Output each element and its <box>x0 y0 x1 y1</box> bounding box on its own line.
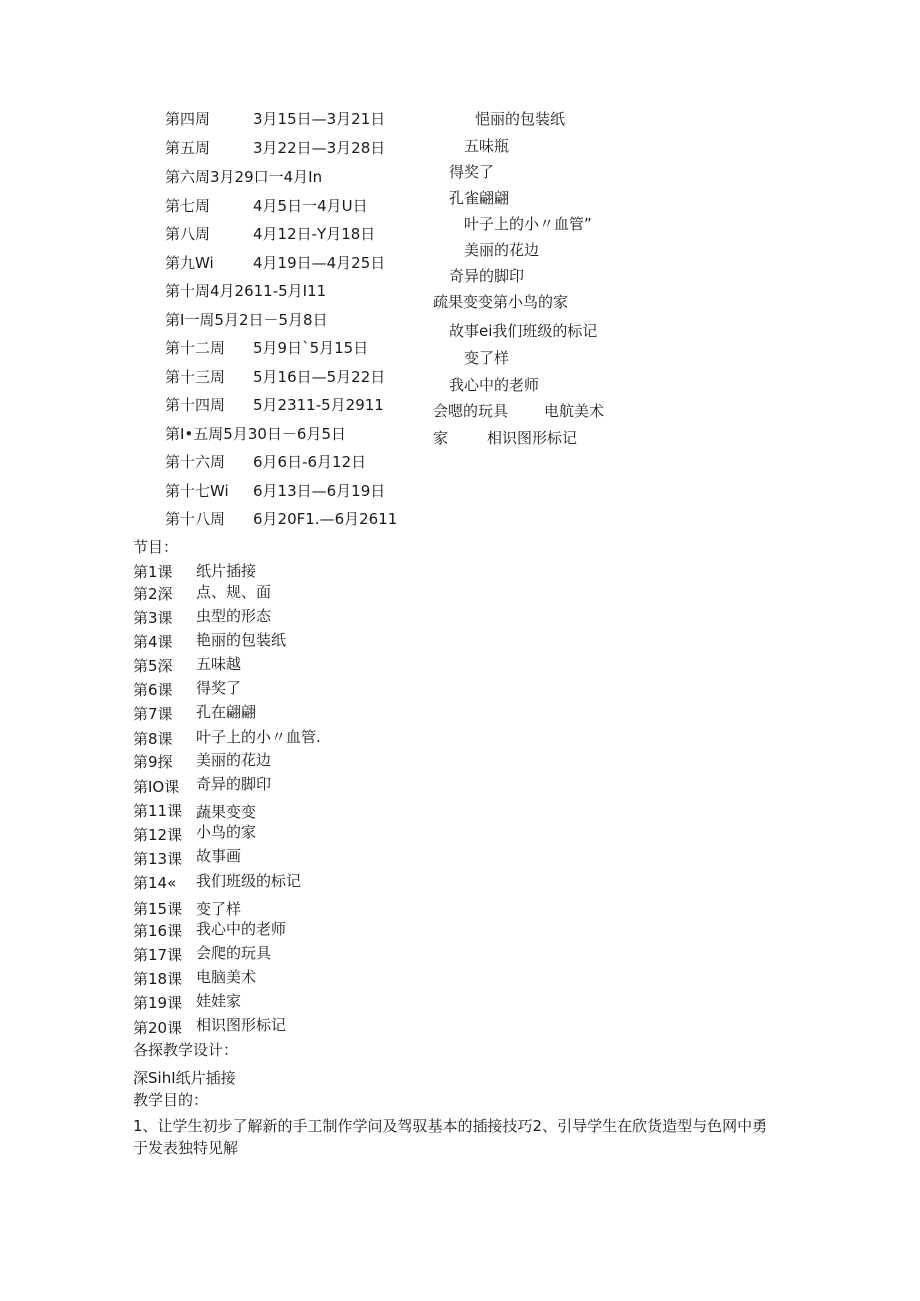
lesson-number: 第12课 <box>133 826 183 844</box>
lesson-title: 叶子上的小〃血管. <box>196 728 321 746</box>
goal-heading: 教学目的： <box>133 1091 209 1109</box>
lesson-title: 我们班级的标记 <box>196 872 302 890</box>
toc-heading: 节目： <box>133 538 179 556</box>
lesson-number: 第2深 <box>133 585 173 603</box>
right-item: 奇异的脚印 <box>449 267 525 285</box>
week-range: 5月16日—5月22日 <box>253 368 386 386</box>
right-item: 五味瓶 <box>464 137 510 155</box>
right-item: 家 <box>433 429 449 447</box>
week-line: 第十周4月2611-5月I11 <box>165 282 327 300</box>
week-range: 3月15日—3月21日 <box>253 110 386 128</box>
week-range: 5月9日`5月15日 <box>253 339 369 357</box>
week-name: 第十八周 <box>165 510 226 528</box>
week-range: 6月20F1.—6月2611 <box>253 510 398 528</box>
lesson-number: 第6课 <box>133 681 173 699</box>
right-item: 相识图形标记 <box>487 429 578 447</box>
lesson-number: 第11课 <box>133 802 183 820</box>
week-range: 4月12日-Y月18日 <box>253 225 376 243</box>
right-item: 我心中的老师 <box>449 376 540 394</box>
lesson-number: 第9探 <box>133 753 173 771</box>
week-range: 5月2311-5月2911 <box>253 396 384 414</box>
lesson-title: 蔬果变变 <box>196 803 257 821</box>
lesson-title: 纸片插接 <box>196 562 257 580</box>
right-item: 电航美术 <box>544 402 605 420</box>
lesson-title: 点、规、面 <box>196 583 272 601</box>
lesson-number: 第20课 <box>133 1019 183 1037</box>
section-heading: 各探教学设计： <box>133 1041 239 1059</box>
lesson-title: 娃娃家 <box>196 992 242 1010</box>
lesson-title: 我心中的老师 <box>196 920 287 938</box>
lesson-number: 第8课 <box>133 730 173 748</box>
week-range: 4月19日—4月25日 <box>253 254 386 272</box>
lesson-number: 第15课 <box>133 900 183 918</box>
lesson-number: 第4课 <box>133 633 173 651</box>
lesson-title: 奇异的脚印 <box>196 775 272 793</box>
lesson-title: 电脑美术 <box>196 968 257 986</box>
right-item: 悒丽的包装纸 <box>475 110 566 128</box>
week-name: 第十六周 <box>165 453 226 471</box>
right-item: 孔雀翩翩 <box>449 189 510 207</box>
lesson-heading: 深SihI纸片插接 <box>133 1069 236 1087</box>
lesson-title: 虫型的形态 <box>196 607 272 625</box>
right-item: 变了样 <box>464 349 510 367</box>
lesson-title: 相识图形标记 <box>196 1016 287 1034</box>
lesson-number: 第18课 <box>133 970 183 988</box>
right-item: 美丽的花边 <box>464 241 540 259</box>
lesson-number: 第5深 <box>133 657 173 675</box>
week-name: 第七周 <box>165 197 211 215</box>
lesson-number: 第16课 <box>133 922 183 940</box>
week-range: 6月6日-6月12日 <box>253 453 367 471</box>
lesson-number: 第14« <box>133 874 177 892</box>
lesson-number: 第3课 <box>133 609 173 627</box>
lesson-number: 第19课 <box>133 994 183 1012</box>
week-line: 第I•五周5月30日－6月5日 <box>165 425 346 443</box>
lesson-title: 故事画 <box>196 847 242 865</box>
week-name: 第八周 <box>165 225 211 243</box>
lesson-title: 五味越 <box>196 655 242 673</box>
week-range: 4月5日一4月U日 <box>253 197 368 215</box>
week-range: 3月22日—3月28日 <box>253 139 386 157</box>
lesson-title: 孔在翩翩 <box>196 703 257 721</box>
week-name: 第十三周 <box>165 368 226 386</box>
week-name: 第四周 <box>165 110 211 128</box>
lesson-number: 第17课 <box>133 946 183 964</box>
lesson-number: 第13课 <box>133 850 183 868</box>
lesson-number: 第7课 <box>133 705 173 723</box>
right-item: 叶子上的小〃血管” <box>464 215 592 233</box>
week-name: 第九Wi <box>165 254 214 272</box>
lesson-title: 美丽的花边 <box>196 751 272 769</box>
week-line: 第I一周5月2日－5月8日 <box>165 311 328 329</box>
right-item: 疏果变变第小鸟的家 <box>433 293 569 311</box>
lesson-title: 小鸟的家 <box>196 823 257 841</box>
week-name: 第十二周 <box>165 339 226 357</box>
lesson-title: 得奖了 <box>196 679 242 697</box>
lesson-number: 第1课 <box>133 563 173 581</box>
goal-text-line: 于发表独特见解 <box>133 1139 239 1157</box>
week-range: 6月13日—6月19日 <box>253 482 386 500</box>
lesson-title: 艳丽的包装纸 <box>196 631 287 649</box>
lesson-title: 变了样 <box>196 900 242 918</box>
right-item: 得奖了 <box>449 163 495 181</box>
week-line: 第六周3月29口一4月In <box>165 168 323 186</box>
goal-text-line: 1、让学生初步了解新的手工制作学问及驾驭基本的插接技巧2、引导学生在欣货造型与色网中勇 <box>133 1117 768 1135</box>
right-item: 故事ei我们班级的标记 <box>449 322 598 340</box>
lesson-title: 会爬的玩具 <box>196 944 272 962</box>
right-item: 会嗯的玩具 <box>433 402 509 420</box>
week-name: 第五周 <box>165 139 211 157</box>
week-name: 第十四周 <box>165 396 226 414</box>
lesson-number: 第IO课 <box>133 778 180 796</box>
week-name: 第十七Wi <box>165 482 229 500</box>
